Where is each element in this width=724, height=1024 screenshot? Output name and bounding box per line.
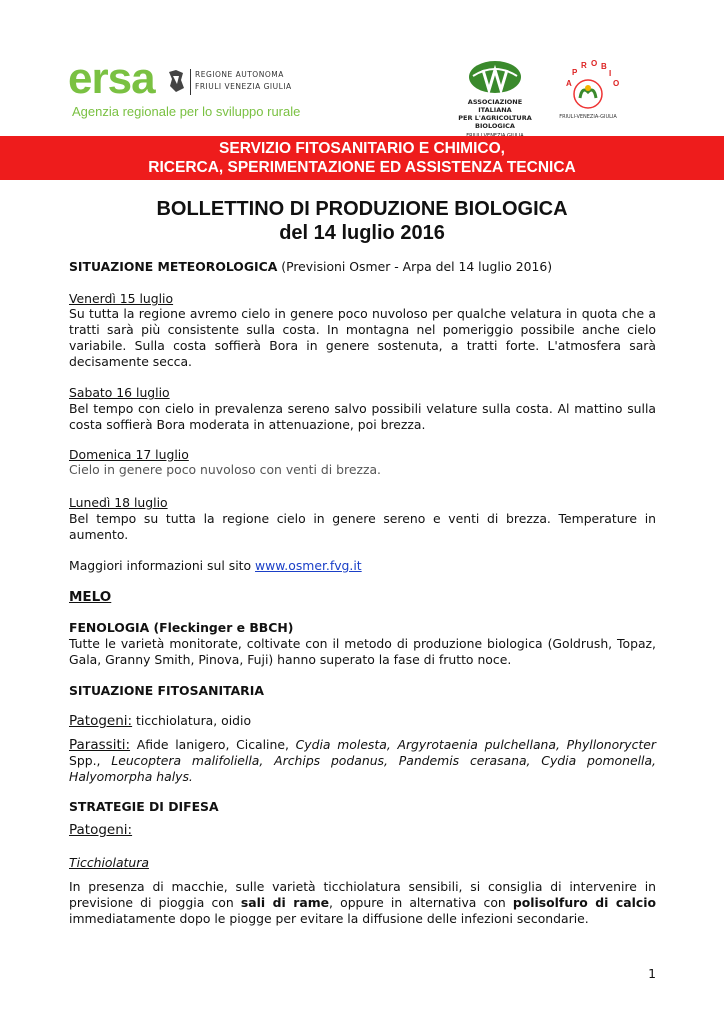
parassiti-label: Parassiti: — [69, 737, 131, 753]
patogeni-label: Patogeni: — [69, 713, 133, 729]
parassiti-paragraph — [69, 737, 656, 785]
ersa-wordmark: ersa — [68, 54, 155, 103]
tic-bold2: polisolfuro di calcio — [512, 895, 656, 910]
region-name-line1: REGIONE AUTONOMA — [195, 70, 284, 79]
aprobio-sub: FRIULI-VENEZIA-GIULIA — [559, 114, 617, 120]
parassiti-italic2: Leucoptera malifoliella, Archips podanus, Pandemis cerasana, Cydia pomonella, Halyomorpha halys. — [69, 753, 656, 784]
ticchiolatura-text — [69, 879, 656, 927]
more-info-text: Maggiori informazioni sul sito — [69, 558, 256, 573]
aiab-line2: PER L'AGRICOLTURA BIOLOGICA — [458, 114, 532, 130]
day-date-2: Sabato 16 luglio — [69, 385, 170, 400]
day-date-1: Venerdì 15 luglio — [69, 291, 174, 306]
ticchiolatura-heading: Ticchiolatura — [69, 855, 149, 870]
melo-heading: MELO — [69, 589, 112, 605]
meteo-heading: SITUAZIONE METEOROLOGICA — [69, 259, 278, 274]
day-date-3: Domenica 17 luglio — [69, 447, 189, 462]
aiab-logo — [455, 60, 535, 130]
parassiti-italic1: Cydia molesta, Argyrotaenia pulchellana, Phyllonorycter — [295, 737, 657, 752]
day-text-4: Bel tempo su tutta la regione cielo in genere sereno e venti di brezza. Temperature in aumento. — [69, 511, 656, 542]
day-date-4: Lunedì 18 luglio — [69, 495, 168, 510]
tic-text3: immediatamente dopo le piogge per evitare la diffusione delle infezioni secondarie. — [69, 911, 589, 926]
tic-text1: In presenza di macchie, sulle varietà ticchiolatura sensibili, si consiglia di intervenire in previsione di pioggia con — [69, 879, 656, 910]
patogeni-text: ticchiolatura, oidio — [132, 713, 252, 728]
service-banner — [0, 136, 724, 180]
fenologia-heading: FENOLOGIA (Fleckinger e BBCH) — [69, 620, 294, 635]
tic-bold1: sali di rame — [240, 895, 330, 910]
region-name-line2: FRIULI VENEZIA GIULIA — [195, 82, 292, 91]
aiab-emblem-icon — [467, 60, 523, 94]
aprobio-logo — [552, 56, 624, 126]
osmer-link[interactable]: www.osmer.fvg.it — [255, 558, 362, 573]
strategie-heading: STRATEGIE DI DIFESA — [69, 799, 219, 814]
page-number: 1 — [648, 966, 656, 981]
agency-tagline: Agenzia regionale per lo sviluppo rurale — [72, 104, 301, 119]
day-text-3: Cielo in genere poco nuvoloso con venti di brezza. — [69, 462, 381, 477]
meteo-source: (Previsioni Osmer - Arpa del 14 luglio 2016) — [281, 259, 553, 274]
day-text-2: Bel tempo con cielo in prevalenza sereno salvo possibili velature sulla costa. Al mattino sulla costa soffierà Bora moderata in attenuazione, poi brezza. — [69, 401, 656, 432]
parassiti-plain2: Spp., — [69, 753, 112, 768]
region-emblem-icon — [166, 68, 186, 94]
banner-line1: SERVIZIO FITOSANITARIO E CHIMICO, — [219, 140, 505, 157]
situazione-heading: SITUAZIONE FITOSANITARIA — [69, 683, 264, 698]
bulletin-date: del 14 luglio 2016 — [279, 222, 445, 244]
meteo-heading-line — [69, 259, 656, 275]
patogeni-line — [69, 713, 656, 729]
ersa-logo — [68, 54, 308, 126]
day-text-1: Su tutta la regione avremo cielo in genere poco nuvoloso per qualche velatura in quota che a tratti sarà più consistente sulla costa. In montagna nel pomeriggio possibile anche cielo variabile. Sulla costa soffierà Bora in genere sostenuta, a tratti forte. L'atmosfera sarà decisamente secca. — [69, 306, 656, 369]
tic-text2: , oppure in alternativa con — [329, 895, 513, 910]
more-info-line — [69, 558, 656, 574]
aprobio-arc-letters: APR O BIO — [566, 59, 620, 88]
fenologia-text: Tutte le varietà monitorate, coltivate con il metodo di produzione biologica (Goldrush, Topaz, Gala, Granny Smith, Pinova, Fuji) hanno superato la fase di frutto noce. — [69, 636, 656, 667]
parassiti-plain1: Afide lanigero, Cicaline, — [130, 737, 296, 752]
bulletin-title: BOLLETTINO DI PRODUZIONE BIOLOGICA — [156, 198, 568, 220]
banner-line2: RICERCA, SPERIMENTAZIONE ED ASSISTENZA TECNICA — [148, 159, 576, 176]
strategie-patogeni: Patogeni: — [69, 822, 133, 838]
aiab-line1: ASSOCIAZIONE ITALIANA — [467, 98, 523, 114]
